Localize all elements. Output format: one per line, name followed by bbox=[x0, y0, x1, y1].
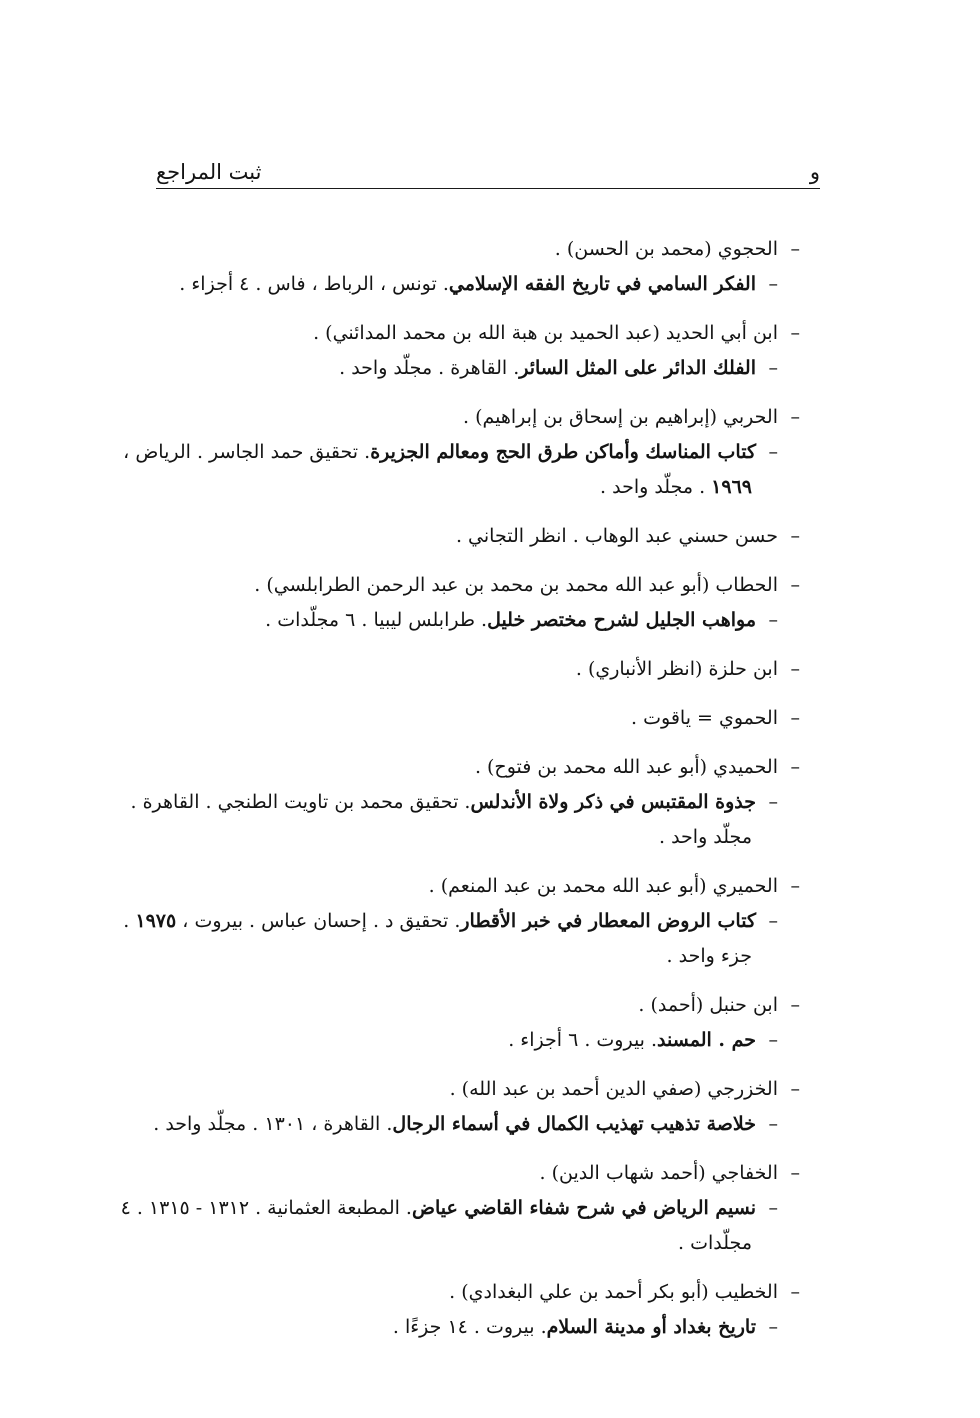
work-line: –كتاب الروض المعطار في خبر الأقطار. تحقيق د . إحسان عباس . بيروت ، ١٩٧٥ . bbox=[123, 910, 778, 932]
work-line: –جذوة المقتبس في ذكر ولاة الأندلس. تحقيق محمد بن تاويت الطنجي . القاهرة . bbox=[130, 791, 778, 813]
author-name: الحموي = ياقوت . bbox=[631, 707, 778, 729]
author-name: حسن حسني عبد الوهاب . انظر التجاني . bbox=[455, 525, 778, 547]
bibliography-entry bbox=[123, 869, 800, 974]
author-line: –الخطيب (أبو بكر أحمد بن علي البغدادي) . bbox=[449, 1281, 800, 1303]
work-continuation-text: مجلّدات . bbox=[678, 1232, 752, 1254]
work-year: ١٩٦٩ bbox=[711, 476, 752, 498]
author-line: –الحطاب (أبو عبد الله محمد بن محمد بن عبد الرحمن الطرابلسي) . bbox=[254, 574, 800, 596]
work-line: –الفكر السامي في تاريخ الفقه الإسلامي. تونس ، الرباط ، فاس . ٤ أجزاء . bbox=[179, 273, 778, 295]
page-header bbox=[156, 160, 820, 189]
work-title: كتاب المناسك وأماكن طرق الحج ومعالم الجزيرة bbox=[370, 441, 756, 463]
author-name: ابن حلزة (انظر الأنباري) . bbox=[575, 658, 778, 680]
author-name: الخفاجي (أحمد شهاب الدين) . bbox=[539, 1162, 778, 1184]
running-title: ثبت المراجع bbox=[156, 160, 262, 184]
bibliography-entry bbox=[160, 232, 800, 302]
author-name: الحميدي (أبو عبد الله محمد بن فتوح) . bbox=[474, 756, 778, 778]
author-name: الحجوي (محمد بن الحسن) . bbox=[554, 238, 778, 260]
author-name: الخزرجي (صفي الدين أحمد بن عبد الله) . bbox=[449, 1078, 778, 1100]
work-continuation-text: جزء واحد . bbox=[666, 945, 752, 967]
work-details: . تونس ، الرباط ، فاس . ٤ أجزاء . bbox=[179, 273, 449, 295]
work-line: –نسيم الرياض في شرح شفاء القاضي عياض. المطبعة العثمانية . ١٣١٢ - ١٣١٥ . ٤ bbox=[120, 1197, 778, 1219]
work-title: الفلك الدائر على المثل السائر bbox=[519, 357, 756, 379]
author-line: –الحميدي (أبو عبد الله محمد بن فتوح) . bbox=[474, 756, 800, 778]
work-continuation bbox=[160, 820, 800, 855]
work-title: جذوة المقتبس في ذكر ولاة الأندلس bbox=[470, 791, 756, 813]
bibliography-entry bbox=[160, 519, 800, 554]
work-details: . بيروت . ١٤ جزءًا . bbox=[392, 1316, 547, 1338]
author-name: الحطاب (أبو عبد الله محمد بن محمد بن عبد الرحمن الطرابلسي) . bbox=[254, 574, 778, 596]
work-title: كتاب الروض المعطار في خبر الأقطار bbox=[460, 910, 756, 932]
author-name: الخطيب (أبو بكر أحمد بن علي البغدادي) . bbox=[449, 1281, 778, 1303]
bibliography-list bbox=[120, 232, 800, 1359]
work-title: الفكر السامي في تاريخ الفقه الإسلامي bbox=[448, 273, 756, 295]
work-line: –الفلك الدائر على المثل السائر. القاهرة . مجلّد واحد . bbox=[339, 357, 778, 379]
work-year: ١٩٧٥ bbox=[135, 910, 177, 932]
work-continuation bbox=[160, 1226, 800, 1261]
author-line: –حسن حسني عبد الوهاب . انظر التجاني . bbox=[455, 525, 800, 547]
author-line: –الخفاجي (أحمد شهاب الدين) . bbox=[539, 1162, 800, 1184]
work-title: خلاصة تذهيب تهذيب الكمال في أسماء الرجال bbox=[392, 1113, 756, 1135]
bibliography-entry bbox=[153, 1072, 800, 1142]
bibliography-entry bbox=[160, 316, 800, 386]
work-details-end: . bbox=[123, 910, 130, 932]
work-line: –حم . المسند. بيروت . ٦ أجزاء . bbox=[508, 1029, 778, 1051]
author-name: ابن حنبل (أحمد) . bbox=[638, 994, 778, 1016]
work-details: . بيروت . ٦ أجزاء . bbox=[508, 1029, 658, 1051]
work-title: تاريخ بغداد أو مدينة السلام bbox=[546, 1316, 756, 1338]
work-continuation-text: . مجلّد واحد . bbox=[600, 476, 706, 498]
author-line: –الحربي (إبراهيم بن إسحاق بن إبراهيم) . bbox=[463, 406, 800, 428]
bibliography-entry bbox=[160, 701, 800, 736]
work-details: . تحقيق حمد الجاسر . الرياض ، bbox=[123, 441, 371, 463]
author-line: –الخزرجي (صفي الدين أحمد بن عبد الله) . bbox=[449, 1078, 800, 1100]
work-continuation bbox=[160, 939, 800, 974]
bibliography-entry bbox=[123, 400, 800, 505]
work-details: . طرابلس ليبيا . ٦ مجلّدات . bbox=[265, 609, 488, 631]
author-name: الحميري (أبو عبد الله محمد بن عبد المنعم) . bbox=[428, 875, 778, 897]
author-line: –الحموي = ياقوت . bbox=[631, 707, 800, 729]
work-details: . القاهرة . مجلّد واحد . bbox=[339, 357, 520, 379]
work-title: نسيم الرياض في شرح شفاء القاضي عياض bbox=[411, 1197, 756, 1219]
work-title: مواهب الجليل لشرح مختصر خليل bbox=[487, 609, 756, 631]
work-line: –مواهب الجليل لشرح مختصر خليل. طرابلس ليبيا . ٦ مجلّدات . bbox=[265, 609, 778, 631]
author-line: –ابن حنبل (أحمد) . bbox=[638, 994, 800, 1016]
author-line: –الحميري (أبو عبد الله محمد بن عبد المنعم) . bbox=[428, 875, 800, 897]
work-details: . المطبعة العثمانية . ١٣١٢ - ١٣١٥ . ٤ bbox=[120, 1197, 412, 1219]
page-marker: و bbox=[809, 160, 820, 184]
author-line: –ابن حلزة (انظر الأنباري) . bbox=[575, 658, 800, 680]
work-continuation-text: مجلّد واحد . bbox=[659, 826, 752, 848]
work-details: . تحقيق محمد بن تاويت الطنجي . القاهرة . bbox=[130, 791, 471, 813]
work-details: . القاهرة ، ١٣٠١ . مجلّد واحد . bbox=[153, 1113, 393, 1135]
author-name: ابن أبي الحديد (عبد الحميد بن هبة الله بن محمد المدائني) . bbox=[313, 322, 778, 344]
work-title: حم . المسند bbox=[657, 1029, 756, 1051]
bibliography-entry bbox=[120, 1156, 800, 1261]
author-name: الحربي (إبراهيم بن إسحاق بن إبراهيم) . bbox=[463, 406, 778, 428]
work-line: –تاريخ بغداد أو مدينة السلام. بيروت . ١٤ جزءًا . bbox=[392, 1316, 778, 1338]
bibliography-entry bbox=[160, 568, 800, 638]
author-line: –الحجوي (محمد بن الحسن) . bbox=[554, 238, 800, 260]
bibliography-entry bbox=[130, 750, 800, 855]
bibliography-entry bbox=[160, 652, 800, 687]
author-line: –ابن أبي الحديد (عبد الحميد بن هبة الله بن محمد المدائني) . bbox=[313, 322, 800, 344]
work-line: –كتاب المناسك وأماكن طرق الحج ومعالم الجزيرة. تحقيق حمد الجاسر . الرياض ، bbox=[123, 441, 778, 463]
work-line: –خلاصة تذهيب تهذيب الكمال في أسماء الرجال. القاهرة ، ١٣٠١ . مجلّد واحد . bbox=[153, 1113, 778, 1135]
bibliography-entry bbox=[160, 988, 800, 1058]
work-continuation bbox=[160, 470, 800, 505]
work-details: . تحقيق د . إحسان عباس . بيروت ، bbox=[182, 910, 461, 932]
bibliography-entry bbox=[160, 1275, 800, 1345]
